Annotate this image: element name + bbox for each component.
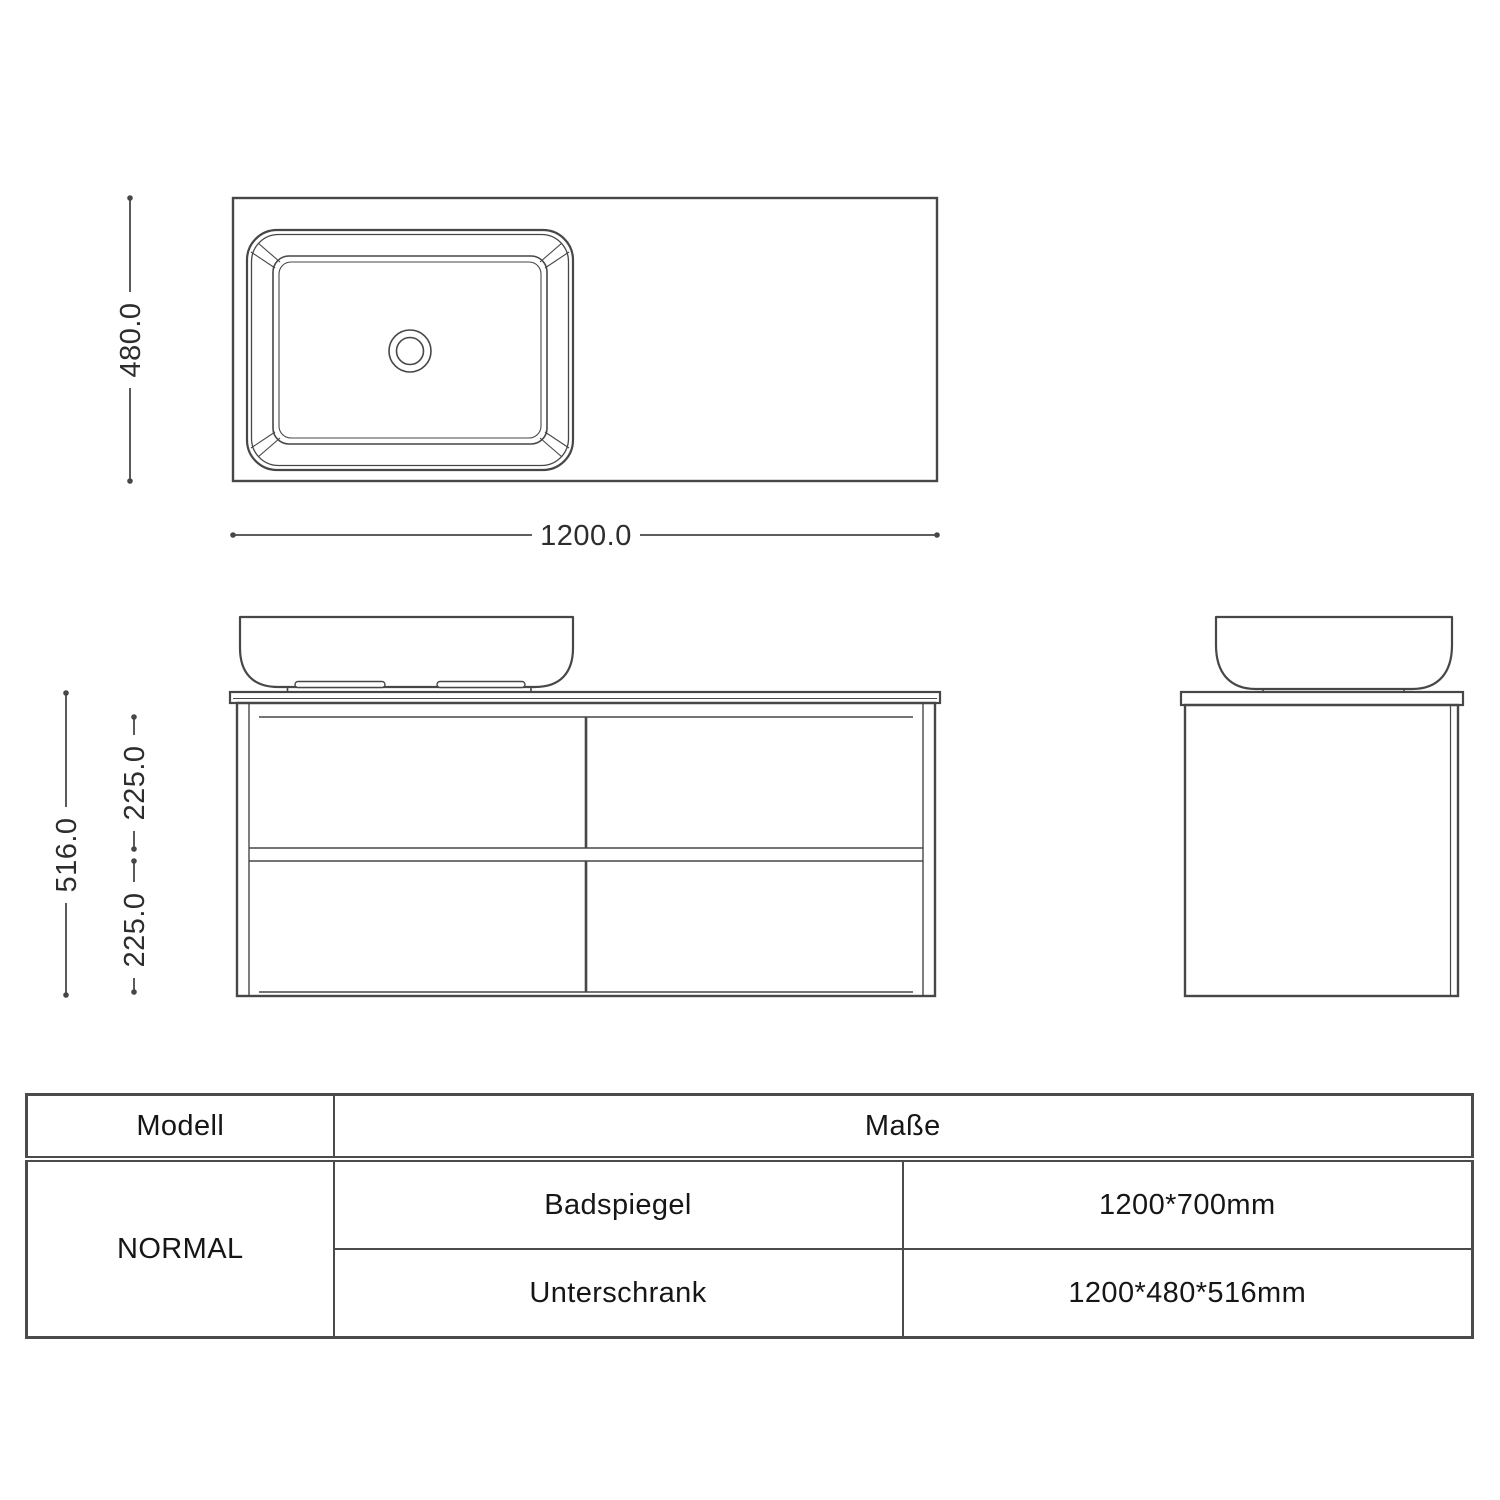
total-height-dimension-label: 516.0 — [51, 817, 83, 893]
countertop-front — [230, 692, 940, 703]
spec-table — [25, 1093, 1474, 1339]
upper-drawer-dimension-label: 225.0 — [119, 745, 151, 821]
front-view — [230, 617, 940, 996]
vessel-basin-side — [1216, 617, 1452, 689]
size-cell-cabinet: 1200*480*516mm — [903, 1249, 1473, 1338]
basin-inner-edge — [273, 256, 547, 444]
basin-top-view — [247, 230, 573, 470]
item-cell-mirror: Badspiegel — [334, 1159, 903, 1249]
size-cell-mirror: 1200*700mm — [903, 1159, 1473, 1249]
dimension-total-height — [51, 690, 83, 998]
basin-rim-line — [252, 235, 569, 466]
basin-corner-hatch — [251, 243, 569, 457]
basin-outer-rim — [247, 230, 573, 470]
depth-dimension-label: 480.0 — [115, 302, 147, 378]
drain-outer-circle — [389, 330, 431, 372]
basin-inner-line — [279, 262, 541, 438]
dimension-depth — [115, 195, 147, 484]
cabinet-body-side — [1185, 705, 1458, 996]
spec-table-header-row — [27, 1095, 1473, 1160]
lower-drawer-dimension-label: 225.0 — [119, 892, 151, 968]
side-view — [1181, 617, 1463, 996]
dimension-width — [230, 520, 940, 552]
drain-inner-circle — [397, 338, 424, 365]
top-view — [233, 198, 937, 481]
header-dimensions: Maße — [334, 1095, 1473, 1160]
table-row — [27, 1159, 1473, 1249]
countertop-side — [1181, 692, 1463, 705]
item-cell-cabinet: Unterschrank — [334, 1249, 903, 1338]
header-model: Modell — [27, 1095, 334, 1160]
width-dimension-label: 1200.0 — [540, 520, 632, 552]
dimension-upper-drawer — [119, 714, 151, 852]
vessel-basin-front — [240, 617, 573, 687]
model-value-cell: NORMAL — [27, 1159, 334, 1338]
dimension-lower-drawer — [119, 858, 151, 995]
